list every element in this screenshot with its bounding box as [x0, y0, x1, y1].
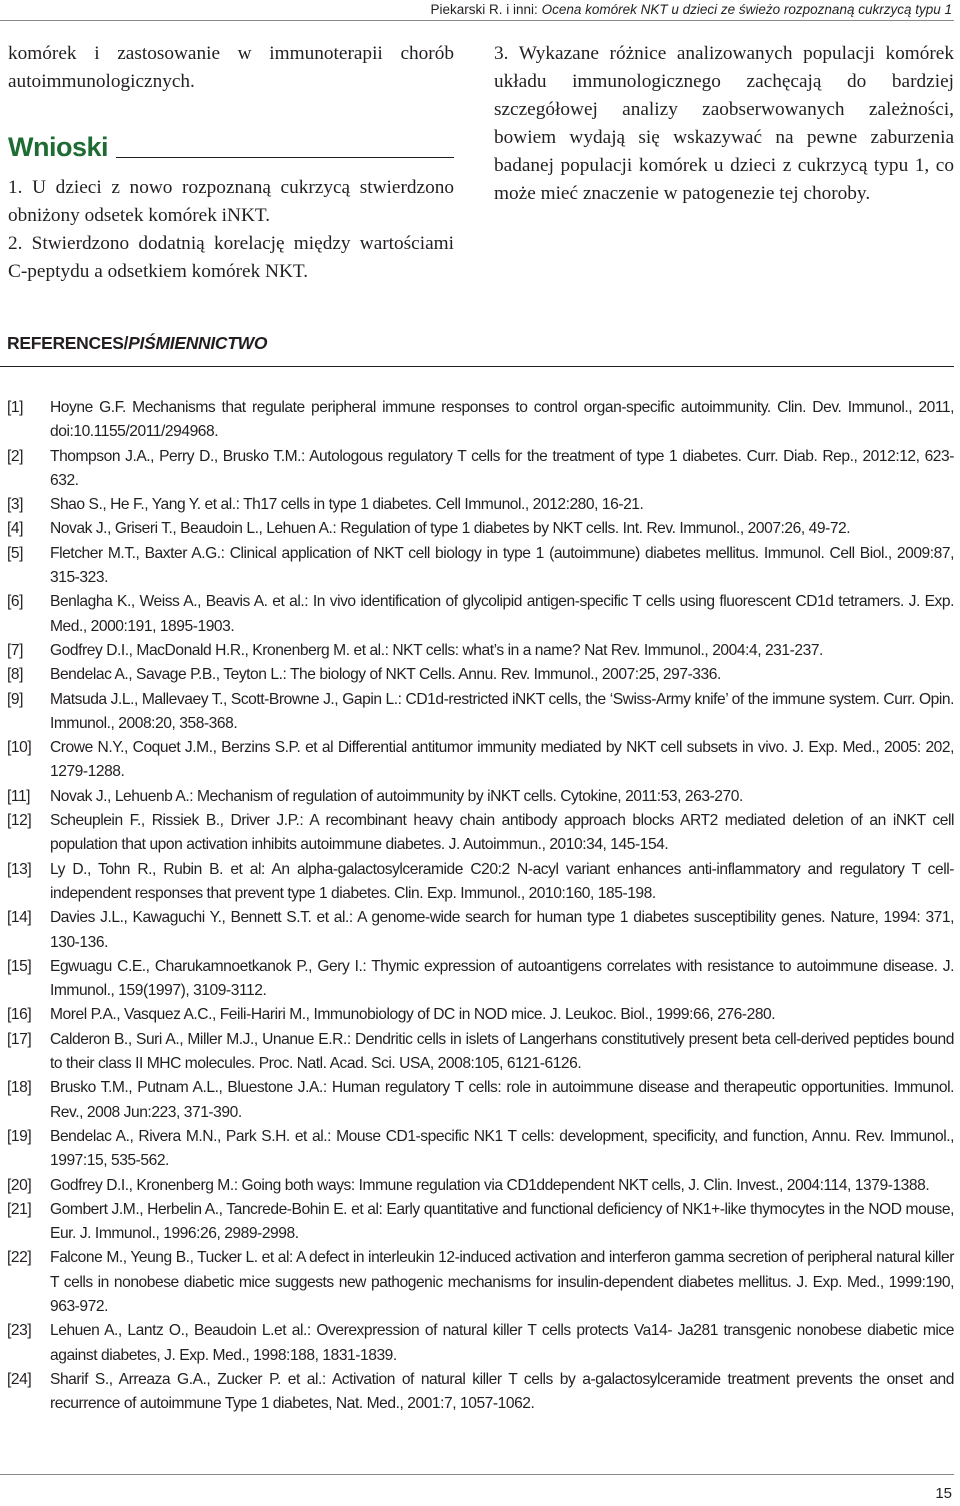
reference-item	[7, 445, 954, 494]
references-heading-pl: PIŚMIENNICTWO	[128, 333, 268, 353]
reference-text: Matsuda J.L., Mallevaey T., Scott-Browne J., Gapin L.: CD1d-restricted iNKT cells, the ‘Swiss-Army knife’ of the immune system. Curr. Opin. Immunol., 2008:20, 358-368.	[50, 690, 954, 732]
reference-text: Calderon B., Suri A., Miller M.J., Unanue E.R.: Dendritic cells in islets of Langerhans constitutively present beta cell-derived peptides bound to their class II MHC molecules. Proc. Natl. Acad. Sci. USA, 2008:105, 6121-6126.	[50, 1030, 954, 1073]
left-column	[8, 40, 454, 286]
reference-item	[7, 1003, 954, 1027]
reference-number: [2]	[7, 447, 23, 465]
reference-item	[7, 1174, 954, 1198]
reference-number: [14]	[7, 909, 32, 927]
reference-number: [19]	[7, 1127, 32, 1145]
reference-text: Lehuen A., Lantz O., Beaudoin L.et al.: Overexpression of natural killer T cells protects Va14- Ja281 transgenic nonobese diabetic mice against diabetes, J. Exp. Med., 1998:188, 1831-1839.	[50, 1322, 954, 1364]
reference-item	[7, 906, 954, 955]
reference-item	[7, 1125, 954, 1174]
reference-item	[7, 396, 954, 445]
conclusions-heading	[8, 116, 454, 162]
reference-number: [10]	[7, 739, 32, 757]
reference-text: Hoyne G.F. Mechanisms that regulate peripheral immune responses to control organ-specific autoimmunity. Clin. Dev. Immunol., 2011, doi:10.1155/2011/294968.	[50, 399, 954, 441]
reference-number: [22]	[7, 1249, 32, 1267]
reference-text: Morel P.A., Vasquez A.C., Feili-Hariri M., Immunobiology of DC in NOD mice. J. Leukoc. Biol., 1999:66, 276-280.	[50, 1006, 776, 1024]
reference-text: Novak J., Lehuenb A.: Mechanism of regulation of autoimmunity by iNKT cells. Cytokine, 2011:53, 263-270.	[50, 787, 743, 805]
reference-item	[7, 1198, 954, 1247]
reference-text: Brusko T.M., Putnam A.L., Bluestone J.A.: Human regulatory T cells: role in autoimmune disease and therapeutic opportunities. Immunol. Rev., 2008 Jun:223, 371-390.	[50, 1079, 954, 1121]
reference-item	[7, 542, 954, 591]
header-rule	[0, 20, 954, 21]
running-head-author: Piekarski R. i inni:	[430, 2, 542, 17]
conclusion-1: 1. U dzieci z nowo rozpoznaną cukrzycą stwierdzono obniżony odsetek komórek iNKT.	[8, 177, 454, 226]
reference-text: Bendelac A., Savage P.B., Teyton L.: The biology of NKT Cells. Annu. Rev. Immunol., 2007:25, 297-336.	[50, 666, 721, 684]
reference-number: [18]	[7, 1079, 32, 1097]
page-number: 15	[935, 1485, 952, 1502]
reference-text: Godfrey D.I., MacDonald H.R., Kronenberg M. et al.: NKT cells: what’s in a name? Nat Rev. Immunol., 2004:4, 231-237.	[50, 641, 823, 659]
reference-item	[7, 517, 954, 541]
reference-text: Benlagha K., Weiss A., Beavis A. et al.: In vivo identification of glycolipid antigen-specific T cells using fluorescent CD1d tetramers. J. Exp. Med., 2000:191, 1895-1903.	[50, 593, 954, 635]
reference-item	[7, 688, 954, 737]
running-head-title: Ocena komórek NKT u dzieci ze świeżo rozpoznaną cukrzycą typu 1	[541, 2, 952, 17]
reference-item	[7, 1076, 954, 1125]
reference-number: [15]	[7, 957, 32, 975]
reference-number: [23]	[7, 1322, 32, 1340]
conclusion-2: 2. Stwierdzono dodatnią korelację między wartościami C-peptydu a odsetkiem komórek NKT.	[8, 233, 454, 282]
reference-item	[7, 663, 954, 687]
reference-text: Shao S., He F., Yang Y. et al.: Th17 cells in type 1 diabetes. Cell Immunol., 2012:280, 16-21.	[50, 496, 644, 514]
reference-item	[7, 1246, 954, 1319]
reference-text: Davies J.L., Kawaguchi Y., Bennett S.T. et al.: A genome-wide search for human type 1 diabetes susceptibility genes. Nature, 1994: 371, 130-136.	[50, 909, 954, 951]
conclusion-3: 3. Wykazane różnice analizowanych populacji komórek układu immunologicznego zachęcają do bardziej szczegółowej analizy zaobserwowanych zależności, bowiem wydają się wskazywać na pewne zaburzenia badanej populacji komórek u dzieci z cukrzycą typu 1, co może mieć znaczenie w patogenezie tej choroby.	[494, 43, 954, 204]
reference-number: [21]	[7, 1200, 32, 1218]
footer-rule	[0, 1474, 954, 1475]
reference-text: Egwuagu C.E., Charukamnoetkanok P., Gery I.: Thymic expression of autoantigens correlates with resistance to autoimmune disease. J. Immunol., 159(1997), 3109-3112.	[50, 957, 954, 1000]
reference-number: [4]	[7, 520, 23, 538]
reference-number: [17]	[7, 1030, 32, 1048]
reference-item	[7, 1028, 954, 1077]
reference-item	[7, 590, 954, 639]
reference-text: Falcone M., Yeung B., Tucker L. et al: A defect in interleukin 12-induced activation and interferon gamma secretion of peripheral natural killer T cells in nonobese diabetic mice suggests new pathogenic mechanisms for insulin-dependent diabetes mellitus. J. Exp. Med., 1999:190, 963-972.	[50, 1249, 954, 1315]
reference-item	[7, 493, 954, 517]
reference-number: [8]	[7, 666, 23, 684]
reference-text: Crowe N.Y., Coquet J.M., Berzins S.P. et al Differential antitumor immunity mediated by NKT cell subsets in vivo. J. Exp. Med., 2005: 202, 1279-1288.	[50, 739, 954, 781]
reference-text: Godfrey D.I., Kronenberg M.: Going both ways: Immune regulation via CD1ddependent NKT cells, J. Clin. Invest., 2004:114, 1379-1388.	[50, 1176, 930, 1194]
reference-number: [5]	[7, 544, 23, 562]
reference-number: [24]	[7, 1370, 32, 1388]
references-heading	[7, 332, 267, 354]
references-rule	[0, 366, 954, 367]
reference-number: [1]	[7, 399, 23, 416]
reference-text: Bendelac A., Rivera M.N., Park S.H. et al.: Mouse CD1-specific NK1 T cells: development, specificity, and function, Annu. Rev. Immunol., 1997:15, 535-562.	[50, 1127, 954, 1170]
reference-item	[7, 955, 954, 1004]
reference-text: Gombert J.M., Herbelin A., Tancrede-Bohin E. et al: Early quantitative and functional deficiency of NK1+-like thymocytes in the NOD mouse, Eur. J. Immunol., 1996:26, 2989-2998.	[50, 1200, 954, 1243]
reference-number: [16]	[7, 1006, 32, 1024]
conclusions-title-rule	[116, 157, 454, 158]
reference-number: [9]	[7, 690, 23, 708]
reference-item	[7, 809, 954, 858]
reference-text: Ly D., Tohn R., Rubin B. et al: An alpha-galactosylceramide C20:2 N-acyl variant enhances anti-inflammatory and regulatory T cell-independent responses that prevent type 1 diabetes. Clin. Exp. Immunol., 2010:160, 185-198.	[50, 860, 954, 902]
reference-text: Scheuplein F., Rissiek B., Driver J.P.: A recombinant heavy chain antibody approach blocks ART2 mediated deletion of an iNKT cell population that upon activation inhibits autoimmune diabetes. J. Autoimmun., 2010:34, 145-154.	[50, 812, 954, 854]
reference-text: Fletcher M.T., Baxter A.G.: Clinical application of NKT cell biology in type 1 (autoimmune) diabetes mellitus. Immunol. Cell Biol., 2009:87, 315-323.	[50, 544, 954, 587]
reference-item	[7, 639, 954, 663]
reference-text: Novak J., Griseri T., Beaudoin L., Lehuen A.: Regulation of type 1 diabetes by NKT cells. Int. Rev. Immunol., 2007:26, 49-72.	[50, 520, 851, 538]
reference-item	[7, 736, 954, 785]
right-column	[494, 40, 954, 208]
reference-number: [7]	[7, 641, 23, 659]
reference-item	[7, 858, 954, 907]
reference-number: [3]	[7, 496, 23, 514]
reference-number: [12]	[7, 812, 32, 830]
reference-number: [20]	[7, 1176, 32, 1194]
reference-number: [6]	[7, 593, 23, 611]
references-heading-en: REFERENCES/	[7, 333, 129, 353]
reference-text: Thompson J.A., Perry D., Brusko T.M.: Autologous regulatory T cells for the treatment of type 1 diabetes. Curr. Diab. Rep., 2012:12, 623-632.	[50, 447, 954, 489]
reference-item	[7, 785, 954, 809]
running-head	[431, 0, 952, 20]
reference-item	[7, 1319, 954, 1368]
reference-number: [11]	[7, 787, 31, 805]
reference-text: Sharif S., Arreaza G.A., Zucker P. et al.: Activation of natural killer T cells by a-galactosylceramide treatment prevents the onset and recurrence of autoimmune Type 1 diabetes, Nat. Med., 2001:7, 1057-1062.	[50, 1370, 954, 1413]
continuation-paragraph: komórek i zastosowanie w immunoterapii chorób autoimmunologicznych.	[8, 43, 454, 92]
reference-list	[7, 396, 954, 1416]
reference-number: [13]	[7, 860, 32, 878]
conclusions-title: Wnioski	[8, 132, 109, 162]
reference-item	[7, 1368, 954, 1417]
